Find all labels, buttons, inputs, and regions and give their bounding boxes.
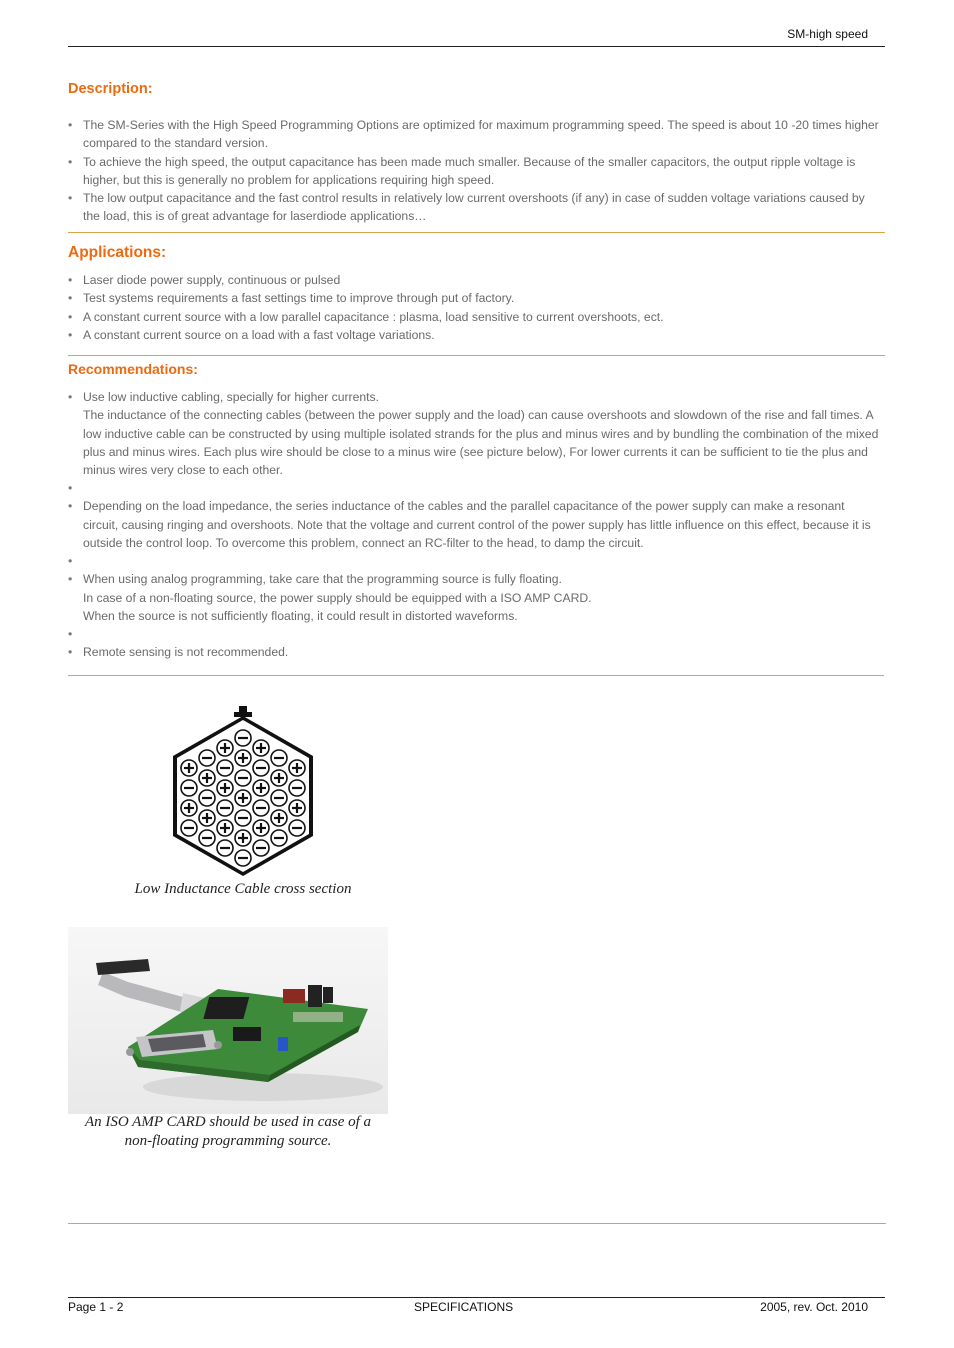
list-item: • A constant current source on a load with a fast voltage variations.: [68, 326, 882, 344]
bottom-divider: [68, 1223, 886, 1224]
list-item: • Depending on the load impedance, the series inductance of the cables and the parallel capacitance of the power supply can make a resonant circuit, causing ringing and overshoots. Note that the voltage and current control of the power supply has little influence on this effect, because it is outside the control loop. To overcome this problem, connect an RC-filter to the head, to damp the circuit.: [68, 497, 882, 552]
applications-list: [68, 271, 882, 344]
list-item: • When using analog programming, take care that the programming source is fully floating. In case of a non-floating source, the power supply should be equipped with a ISO AMP CARD. When the source is not sufficiently floating, it could result in distorted waveforms.: [68, 570, 882, 625]
footer-date: 2005, rev. Oct. 2010: [760, 1300, 868, 1314]
list-item: • Use low inductive cabling, specially for higher currents. The inductance of the connecting cables (between the power supply and the load) can cause overshoots and slowdown of the rise and fall times. A low inductive cable can be constructed by using multiple isolated strands for the plus and minus wires and by bundling the combination of the mixed plus and minus wires. Each plus wire should be close to a minus wire (see picture below), For lower currents it can be sufficient to tie the plus and minus wires very close to each other.: [68, 388, 882, 479]
recommendations-list: [68, 388, 882, 662]
figure2-caption: An ISO AMP CARD should be used in case of a non-floating programming source.: [84, 1114, 372, 1149]
cable-cross-section-diagram: [170, 704, 316, 876]
applications-heading: Applications:: [68, 244, 167, 261]
section-divider: [68, 232, 885, 233]
description-list: [68, 116, 882, 226]
header-title: SM-high speed: [787, 27, 868, 41]
figure1-caption: Low Inductance Cable cross section: [134, 881, 352, 897]
list-item: • The low output capacitance and the fast control results in relatively low current overshoots (if any) in case of sudden voltage variations caused by the load, this is of great advantage for laserdiode applications…: [68, 189, 882, 226]
list-item: • Laser diode power supply, continuous or pulsed: [68, 271, 882, 289]
list-item: • The SM-Series with the High Speed Programming Options are optimized for maximum programming speed. The speed is about 10 -20 times higher compared to the standard version.: [68, 116, 882, 153]
list-item: • Test systems requirements a fast settings time to improve through put of factory.: [68, 289, 882, 307]
list-item: • A constant current source with a low parallel capacitance : plasma, load sensitive to current overshoots, ect.: [68, 308, 882, 326]
header-rule: [68, 46, 885, 47]
section-divider: [68, 355, 885, 356]
footer-rule: [68, 1297, 885, 1298]
description-heading: Description:: [68, 81, 153, 97]
section-divider: [68, 675, 884, 676]
list-item: • To achieve the high speed, the output capacitance has been made much smaller. Because of the smaller capacitors, the output ripple voltage is higher, but this is generally no problem for applications requiring high speed.: [68, 153, 882, 190]
iso-amp-card-photo: [68, 927, 388, 1114]
list-item: • Remote sensing is not recommended.: [68, 643, 882, 661]
footer-page-number: Page 1 - 2: [68, 1300, 124, 1314]
recommendations-heading: Recommendations:: [68, 361, 198, 377]
footer-section: SPECIFICATIONS: [414, 1300, 514, 1314]
